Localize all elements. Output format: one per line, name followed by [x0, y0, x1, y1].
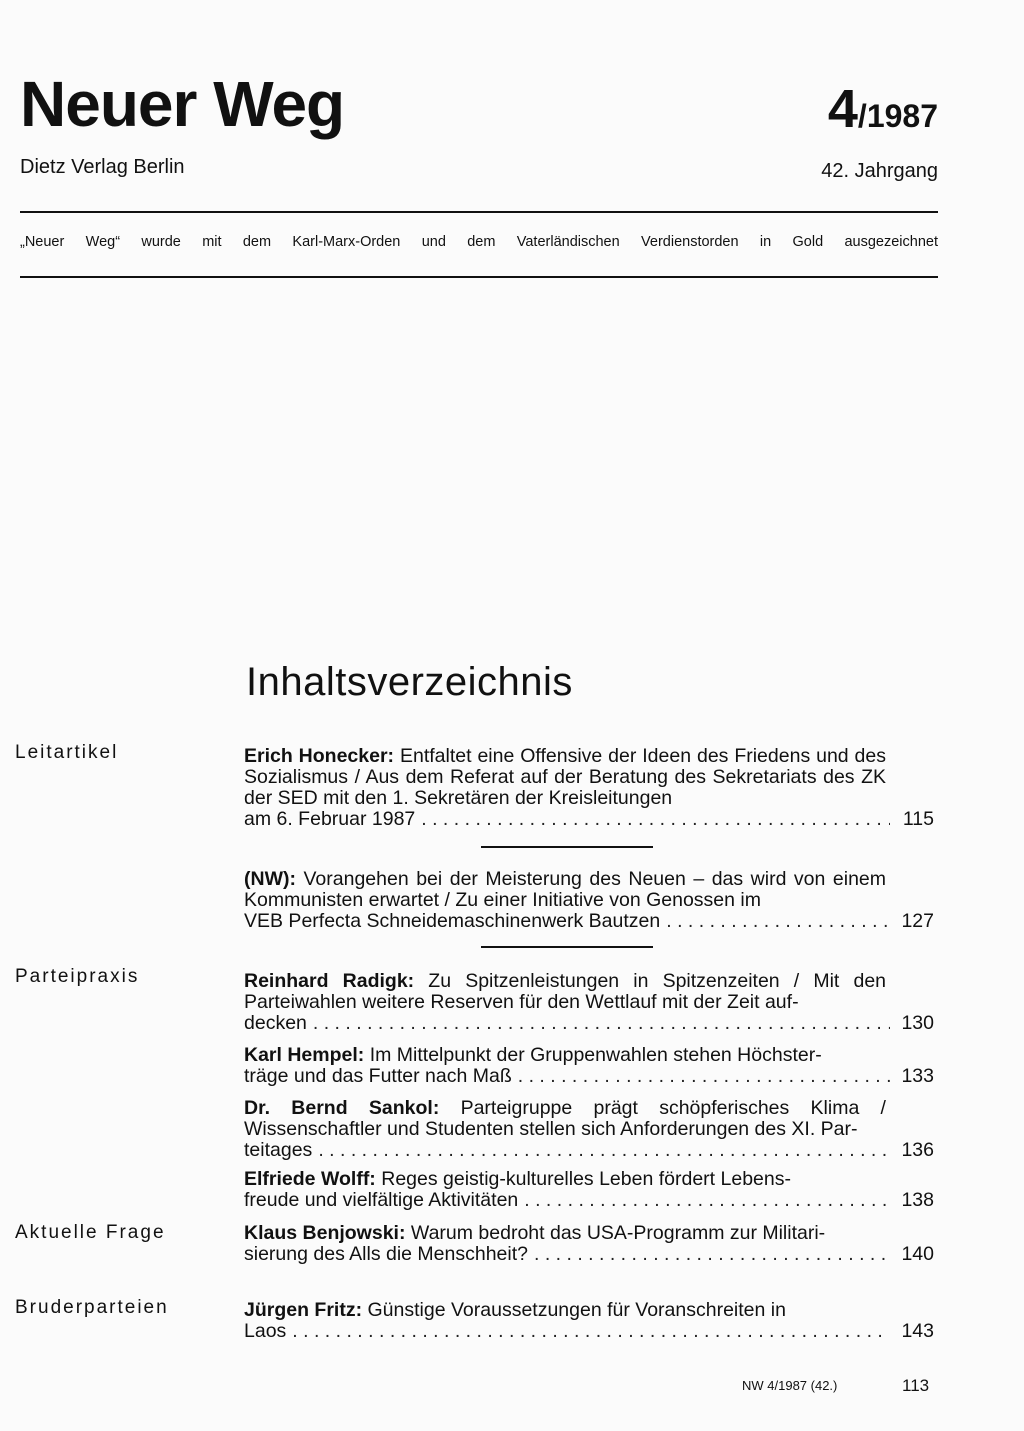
entry-author: (NW):: [244, 868, 296, 890]
section-aktuelle-frage: Aktuelle Frage: [15, 1222, 166, 1243]
toc-entry: [244, 1223, 934, 1265]
masthead-title: Neuer Weg: [20, 68, 345, 140]
top-rule: [20, 211, 938, 213]
toc-entry: [244, 1300, 934, 1342]
entry-author: Dr. Bernd Sankol:: [244, 1097, 440, 1119]
entry-page: 140: [901, 1243, 934, 1265]
entry-author: Karl Hempel:: [244, 1044, 365, 1066]
entry-separator: [481, 846, 653, 848]
entry-page: 133: [901, 1065, 934, 1087]
dot-leader: [524, 1190, 890, 1211]
entry-title: Im Mittelpunkt der Gruppenwahlen stehen Höchster-: [369, 1044, 822, 1066]
toc-entry: [244, 1169, 934, 1211]
issue-year: /1987: [857, 98, 938, 134]
entry-title: Reges geistig-kulturelles Leben fördert Lebens-: [381, 1168, 791, 1190]
entry-page: 138: [901, 1189, 934, 1211]
toc-entry: [244, 746, 934, 830]
entry-title-end: teitages: [244, 1139, 313, 1161]
toc-heading: Inhaltsverzeichnis: [246, 660, 573, 704]
entry-title: Warum bedroht das USA-Programm zur Militari-: [410, 1222, 826, 1244]
entry-author: Erich Honecker:: [244, 745, 395, 767]
entry-title: Entfaltet eine Offensive der Ideen des Friedens und des Sozialismus / Aus dem Referat auf der Beratung des Sekretariats des ZK der SED mit den 1. Sekretären der Kreisleitungen: [244, 745, 886, 809]
entry-title: Zu Spitzenleistungen in Spitzenzeiten / Mit den Parteiwahlen weitere Reserven für den Wettlauf mit der Zeit auf-: [244, 970, 887, 1013]
entry-title-end: träge und das Futter nach Maß: [244, 1065, 512, 1087]
entry-title-end: Laos: [244, 1320, 287, 1342]
entry-page: 136: [901, 1139, 934, 1161]
footer-page-number: 113: [902, 1376, 930, 1395]
award-line: „Neuer Weg“ wurde mit dem Karl-Marx-Orden und dem Vaterländischen Verdienstorden in Gold ausgezeichnet: [20, 234, 938, 250]
bottom-rule: [20, 276, 938, 278]
toc-entry: [244, 869, 934, 932]
entry-author: Jürgen Fritz:: [244, 1299, 363, 1321]
dot-leader: [666, 911, 890, 932]
section-bruderparteien: Bruderparteien: [15, 1297, 169, 1318]
entry-page: 143: [901, 1320, 934, 1342]
issue-number: [827, 79, 938, 139]
entry-title: Vorangehen bei der Meisterung des Neuen – das wird von einem Kommunisten erwartet / Zu einer Initiative von Genossen im: [244, 868, 887, 911]
dot-leader: [534, 1244, 890, 1265]
entry-author: Elfriede Wolff:: [244, 1168, 376, 1190]
entry-page: 127: [901, 910, 934, 932]
entry-title-end: am 6. Februar 1987: [244, 808, 416, 830]
entry-title-end: freude und vielfältige Aktivitäten: [244, 1189, 519, 1211]
entry-title: Parteigruppe prägt schöpferisches Klima / Wissenschaftler und Studenten stellen sich Anforderungen des XI. Par-: [244, 1097, 886, 1140]
entry-page: 115: [902, 808, 934, 830]
entry-title-end: sierung des Alls die Menschheit?: [244, 1243, 528, 1265]
footer-issue-ref: NW 4/1987 (42.): [742, 1378, 838, 1393]
section-parteipraxis: Parteipraxis: [15, 966, 140, 987]
dot-leader: [292, 1321, 890, 1342]
entry-title-end: VEB Perfecta Schneidemaschinenwerk Bautzen: [244, 910, 661, 932]
toc-entry: [244, 971, 934, 1034]
toc-entry: [244, 1045, 934, 1087]
toc-entry: [244, 1098, 934, 1161]
volume: 42. Jahrgang: [821, 160, 938, 182]
dot-leader: [421, 809, 890, 830]
entry-title-end: decken: [244, 1012, 307, 1034]
dot-leader: [518, 1066, 890, 1087]
section-leitartikel: Leitartikel: [15, 742, 119, 763]
entry-title: Günstige Voraussetzungen für Voranschreiten in: [367, 1299, 786, 1321]
issue-number-value: 4: [827, 79, 858, 139]
entry-separator: [481, 946, 653, 948]
entry-author: Reinhard Radigk:: [244, 970, 415, 992]
dot-leader: [318, 1140, 890, 1161]
entry-author: Klaus Benjowski:: [244, 1222, 406, 1244]
entry-page: 130: [901, 1012, 934, 1034]
publisher: Dietz Verlag Berlin: [20, 156, 185, 178]
dot-leader: [313, 1013, 890, 1034]
